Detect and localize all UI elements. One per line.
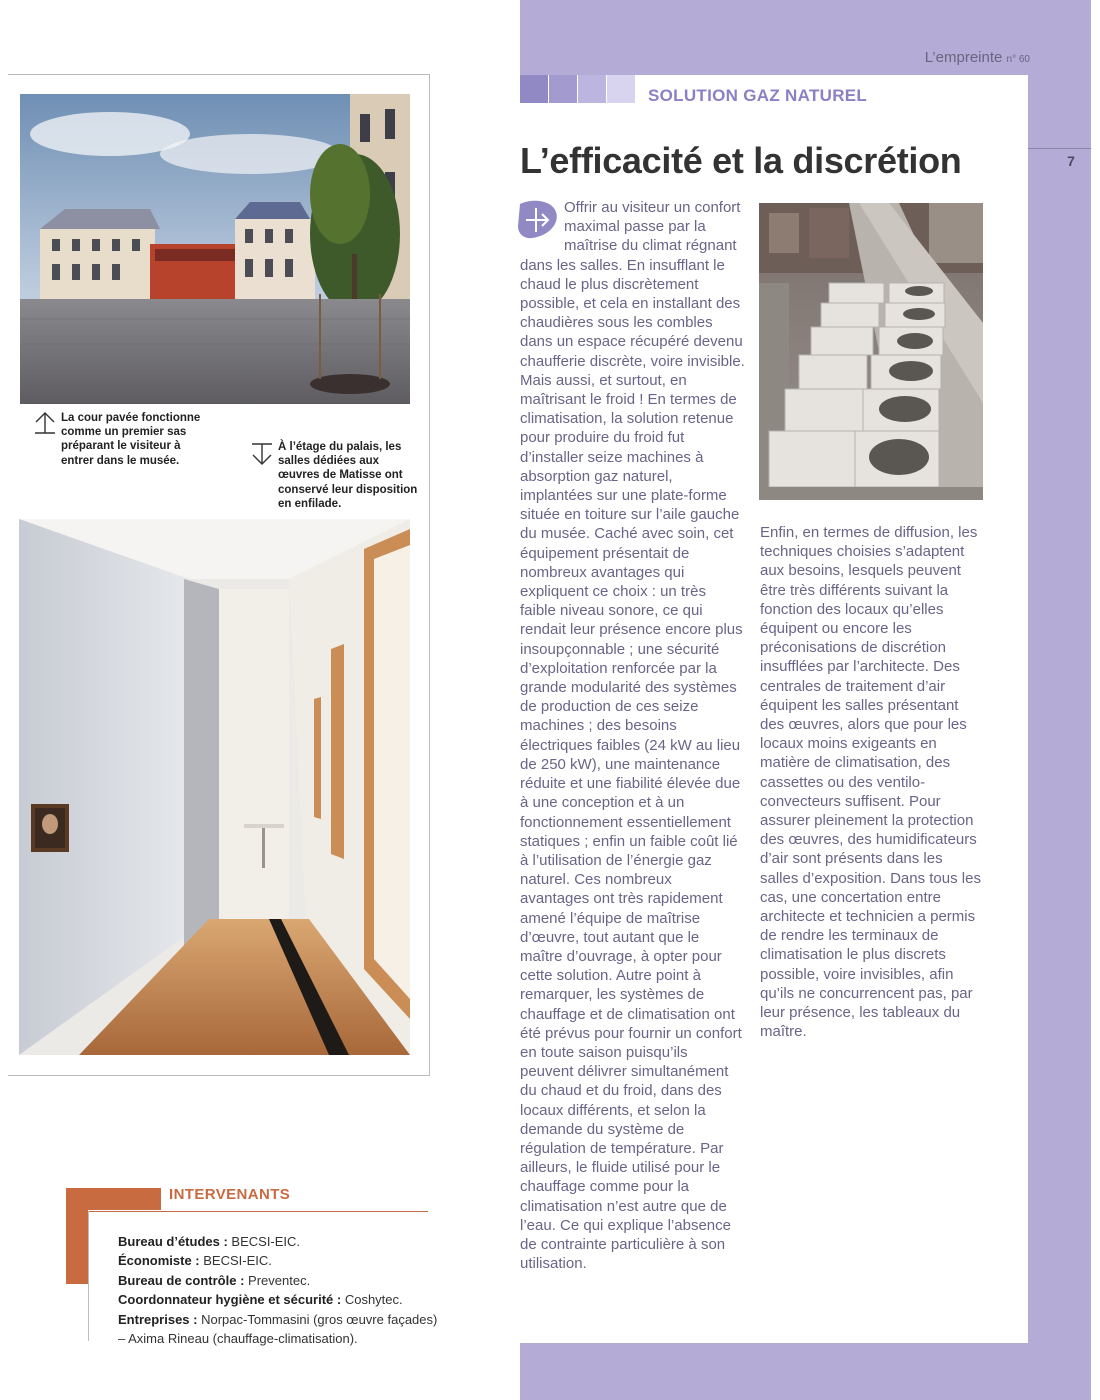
section-squares	[520, 75, 635, 103]
article-title: L’efficacité et la discrétion	[520, 140, 962, 181]
arrow-down-icon	[251, 443, 273, 465]
gallery-corridor-photo	[19, 519, 410, 1055]
drop-cap-arrow-icon	[514, 198, 558, 240]
article-column-2: Enfin, en termes de diffusion, les techniques choisies s’adaptent aux besoins, lesquels peuvent être très différents suivant la fonction des locaux qu’elles équipent ou encore les préconisations de discrétion insufflées par l’architecte. Des centrales de traitement d’air équipent les salles présentant des œuvres, alors que pour les locaux moins exigeants en matière de climatisation, des cassettes ou des ventilo-convecteurs suffisent. Pour assurer pleinement la protection des œuvres, des humidificateurs d’air sont présents dans les salles d’exposition. Dans tous les cas, une concertation entre architecte et technicien a permis de rendre les terminaux de climatisation le plus discrets possible, voire invisibles, afin qu’ils ne concurrencent pas, par leur présence, les tableaux du maître.	[760, 524, 981, 1041]
list-item: Entreprises : Norpac-Tommasini (gros œuvre façades) – Axima Rineau (chauffage-climatisation).	[118, 1311, 438, 1347]
intervenants-vertical-rule	[88, 1211, 89, 1341]
rooftop-machines-photo	[759, 203, 983, 500]
intervenants-list	[118, 1232, 438, 1348]
caption-courtyard: La cour pavée fonctionne comme un premier sas préparant le visiteur à entrer dans le musée.	[61, 412, 201, 467]
list-item: Bureau d’études : BECSI-EIC.	[118, 1234, 301, 1249]
caption-gallery: À l’étage du palais, les salles dédiées aux œuvres de Matisse ont conservé leur disposition en enfilade.	[278, 441, 418, 510]
section-label: SOLUTION GAZ NATUREL	[648, 86, 868, 105]
arrow-up-icon	[34, 412, 56, 434]
magazine-name: L’empreinte n° 60	[924, 49, 1030, 66]
intervenants-accent-block	[66, 1188, 88, 1284]
courtyard-photo	[20, 94, 410, 404]
intervenants-title: INTERVENANTS	[169, 1186, 291, 1203]
page-number: 7	[1067, 153, 1075, 169]
column-1-text: Offrir au visiteur un confort maximal passe par la maîtrise du climat régnant dans les salles. En insufflant le chaud le plus discrètement possible, et cela en installant des chaudières sous les combles dans un espace récupéré devenu chaufferie discrète, voire invisible. Mais aussi, et surtout, en maîtrisant le froid ! En termes de climatisation, la solution retenue pour produire du froid fut d’installer seize machines à absorption gaz naturel, implantées sur une plate-forme située en toiture sur l’aile gauche du musée. Caché avec soin, cet équipement présentait de nombreux avantages qui expliquent ce choix : un très faible niveau sonore, ce qui rendait leur présence encore plus insoupçonnable ; une sécurité d’exploitation renforcée par la grande modularité des systèmes de production de ces seize machines ; des besoins électriques faibles (24 kW au lieu de 250 kW), une maintenance réduite et une fiabilité élevée due à une conception et à un fonctionnement essentiellement statiques ; enfin un faible coût lié à l’utilisation de l’énergie gaz naturel. Ces nombreux avantages ont très rapidement amené l’équipe de maîtrise d’œuvre, tout autant que le maître d’ouvrage, à opter pour cette solution. Autre point à remarquer, les systèmes de chauffage et de climatisation ont été prévus pour fournir un confort en toute saison puisqu’ils peuvent délivrer simultanément du chaud et du froid, dans des locaux différents, et selon la demande du système de régulation de température. Par ailleurs, le fluide utilisé pour le chauffage comme pour la climatisation n’est autre que de l’eau. Ce qui explique l’absence de contrainte particulière à son utilisation.	[520, 199, 745, 1273]
list-item: Économiste : BECSI-EIC.	[118, 1253, 272, 1269]
intervenants-rule	[88, 1211, 428, 1212]
article-column-1	[520, 198, 745, 1273]
intervenants-accent-bar	[88, 1188, 161, 1210]
list-item: Coordonnateur hygiène et sécurité : Coshytec.	[118, 1292, 403, 1308]
list-item: Bureau de contrôle : Preventec.	[118, 1272, 311, 1288]
